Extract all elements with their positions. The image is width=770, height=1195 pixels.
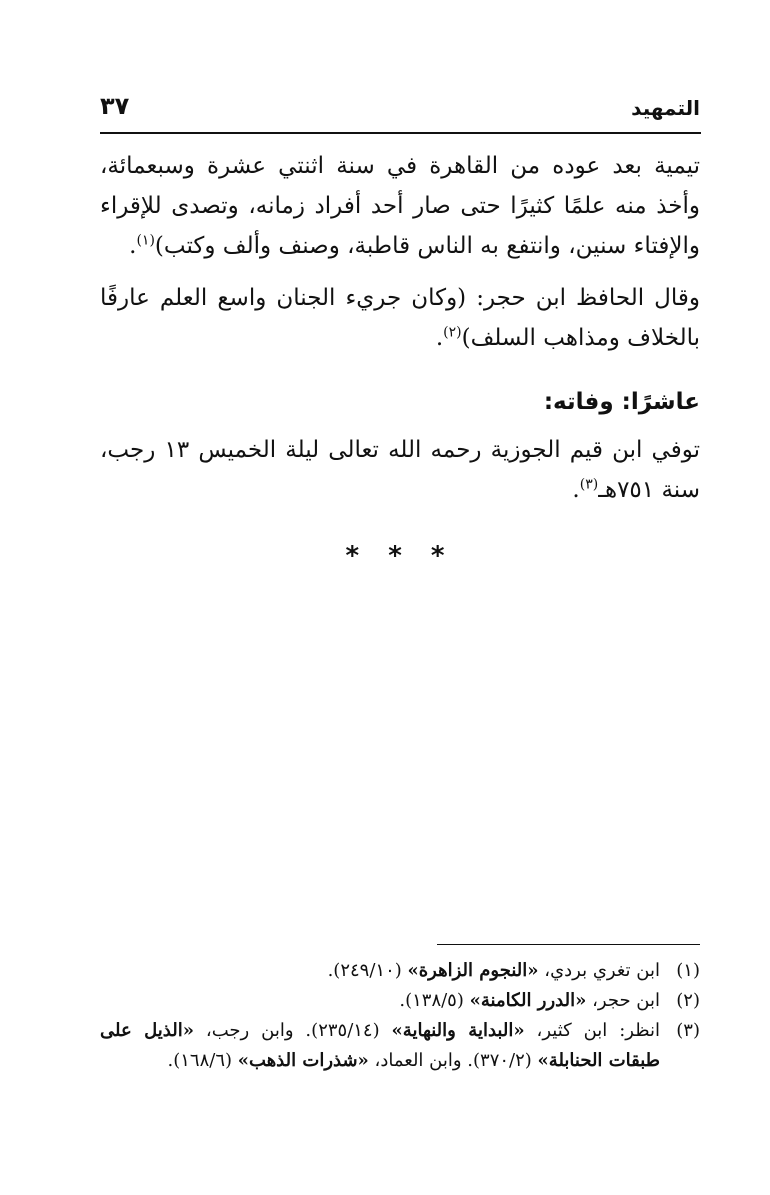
book-title: «شذرات الذهب» (237, 1050, 369, 1071)
paragraph-text: تيمية بعد عوده من القاهرة في سنة اثنتي عشرة وسبعمائة، وأخذ منه علمًا كثيرًا حتى صار أحد أفراد زمانه، وتصدى للإقراء والإفتاء سنين، وانتفع به الناس قاطبة، وصنف وألف وكتب) (100, 153, 700, 259)
footnote-ref-1: (١) (136, 232, 155, 249)
footnote-3 (100, 1016, 700, 1076)
footnote-number: (١) (676, 960, 700, 981)
footnote-ref-3: (٣) (579, 476, 599, 493)
citation-location: (٢٣٥/١٤). وابن رجب، (205, 1020, 380, 1041)
citation-location: (٣٧٠/٢). وابن العماد، (374, 1050, 532, 1071)
footnote-author: ابن تغري بردي، (544, 960, 660, 981)
book-title: «النجوم الزاهرة» (407, 960, 539, 981)
book-title: «الذيل على طبقات الحنابلة» (100, 1020, 660, 1071)
citation-location: (١٣٨/٥). (399, 990, 464, 1011)
footnote-2 (100, 986, 700, 1016)
book-title: «الدرر الكامنة» (469, 990, 587, 1011)
citation-location: (٢٤٩/١٠). (327, 960, 402, 981)
section-heading: عاشرًا: وفاته: (543, 389, 700, 415)
main-text (100, 146, 700, 576)
footnote-1 (100, 956, 700, 986)
paragraph-end: . (572, 477, 580, 503)
footnotes (100, 956, 700, 1076)
section-separator: * * * (345, 541, 455, 571)
paragraph-death (100, 430, 700, 510)
footnote-ref-2: (٢) (443, 324, 462, 341)
page-header (100, 92, 700, 126)
paragraph-end: . (129, 233, 137, 259)
paragraph-biography (100, 146, 700, 266)
page-number: ٣٧ (100, 92, 130, 120)
book-title: «البداية والنهاية» (391, 1020, 525, 1041)
footnote-rule (437, 944, 700, 945)
citation-location: (١٦٨/٦). (167, 1050, 233, 1071)
paragraph-text: توفي ابن قيم الجوزية رحمه الله تعالى ليلة الخميس ١٣ رجب، سنة ٧٥١هـ (100, 437, 700, 503)
paragraph-end: . (435, 325, 444, 351)
paragraph-text: وقال الحافظ ابن حجر: (وكان جريء الجنان واسع العلم عارفًا بالخلاف ومذاهب السلف) (100, 285, 700, 351)
paragraph-ibn-hajar-quote (100, 278, 700, 358)
footnote-number: (٣) (676, 1020, 700, 1041)
footnote-number: (٢) (676, 990, 700, 1011)
footnote-author: انظر: ابن كثير، (536, 1020, 660, 1041)
footnote-author: ابن حجر، (592, 990, 660, 1011)
header-rule (100, 132, 701, 134)
running-title: التمهيد (631, 96, 700, 120)
